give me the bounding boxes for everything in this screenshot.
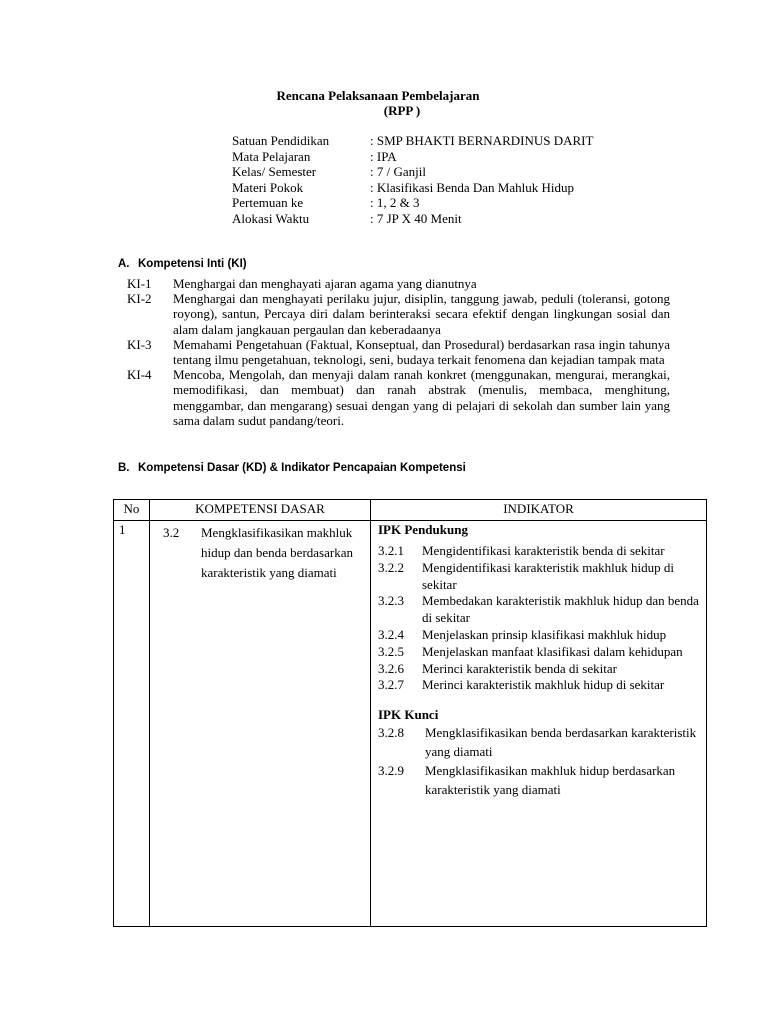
section-letter: B. <box>118 462 130 474</box>
info-label: Satuan Pendidikan <box>232 133 330 148</box>
identity-block <box>232 133 593 227</box>
ipk-pendukung-heading: IPK Pendukung <box>378 522 468 537</box>
document-title: Rencana Pelaksanaan Pembelajaran <box>276 88 480 103</box>
info-label: Alokasi Waktu <box>232 210 310 226</box>
ki-text: Memahami Pengetahuan (Faktual, Konseptual, dan Prosedural) berdasarkan rasa ingin tahunya tentang ilmu pengetahuan, teknologi, seni, budaya terkait fenomena dan kejadian tampak mata <box>173 336 670 368</box>
ki-code: KI-4 <box>127 367 152 383</box>
indicator-number: 3.2.7 <box>378 677 404 693</box>
info-label: Mata Pelajaran <box>232 148 311 164</box>
indicator-text: Menjelaskan manfaat klasifikasi dalam kehidupan <box>422 643 683 659</box>
ki-code: KI-1 <box>127 276 152 291</box>
table-header-row <box>114 500 707 521</box>
ki-item <box>127 337 670 367</box>
indicator-number: 3.2.6 <box>378 660 404 676</box>
ki-code: KI-2 <box>127 291 152 307</box>
indicator-item <box>378 761 702 799</box>
kd-number: 3.2 <box>163 525 180 540</box>
indicator-text: Mengklasifikasikan makhluk hidup berdasarkan karakteristik yang diamati <box>425 763 676 798</box>
info-label: Materi Pokok <box>232 179 304 195</box>
info-row <box>232 149 593 165</box>
kd-cell <box>150 521 371 927</box>
indicator-number: 3.2.1 <box>378 543 404 558</box>
ki-item <box>127 367 670 428</box>
table-row <box>114 521 707 927</box>
header-indikator: INDIKATOR <box>371 500 707 521</box>
document-subtitle: (RPP ) <box>383 103 421 118</box>
indicator-text: Merinci karakteristik benda di sekitar <box>422 660 617 676</box>
indicator-number: 3.2.8 <box>378 725 404 741</box>
section-title: Kompetensi Dasar (KD) & Indikator Pencapaian Kompetensi <box>138 462 466 474</box>
indicator-item <box>378 543 702 560</box>
indicator-text: Mengklasifikasikan benda berdasarkan karakteristik yang diamati <box>425 725 697 760</box>
info-row <box>232 164 593 180</box>
indicator-number: 3.2.5 <box>378 643 404 659</box>
ki-text: Menghargai dan menghayati ajaran agama yang dianutnya <box>173 276 477 291</box>
info-value: : IPA <box>370 148 397 164</box>
info-value: : 7 / Ganjil <box>370 164 426 180</box>
ki-list <box>127 276 670 428</box>
indicator-item <box>378 661 702 678</box>
indicator-text: Mengidentifikasi karakteristik benda di sekitar <box>422 543 665 558</box>
info-row <box>232 133 593 149</box>
kd-indicator-table <box>113 499 707 927</box>
indicator-number: 3.2.9 <box>378 763 404 779</box>
info-label: Kelas/ Semester <box>232 164 317 180</box>
indicator-cell <box>371 521 707 927</box>
indicator-item <box>378 627 702 644</box>
indicator-item <box>378 560 702 594</box>
ki-item <box>127 276 670 291</box>
info-row <box>232 211 593 227</box>
ki-text: Menghargai dan menghayati perilaku jujur, disiplin, tanggung jawab, peduli (toleransi, gotong royong), santun, Percaya diri dalam berinteraksi secara efektif dengan lingkungan sosial dan alam dalam jangkauan pergaulan dan keberadaanya <box>173 291 670 337</box>
row-number: 1 <box>114 521 150 927</box>
indicator-number: 3.2.2 <box>378 559 404 575</box>
section-b-heading <box>118 462 466 474</box>
indicator-text: Membedakan karakteristik makhluk hidup dan benda di sekitar <box>422 593 699 626</box>
info-value: : 1, 2 & 3 <box>370 195 420 211</box>
indicator-text: Merinci karakteristik makhluk hidup di sekitar <box>422 677 665 693</box>
indicator-item <box>378 723 702 761</box>
info-row <box>232 180 593 196</box>
info-value: : Klasifikasi Benda Dan Mahluk Hidup <box>370 179 574 195</box>
info-value: : 7 JP X 40 Menit <box>370 210 462 226</box>
indicator-item <box>378 593 702 627</box>
ipk-kunci-heading: IPK Kunci <box>378 707 439 723</box>
kd-text: Mengklasifikasikan makhluk hidup dan benda berdasarkan karakteristik yang diamati <box>201 525 353 580</box>
info-value: : SMP BHAKTI BERNARDINUS DARIT <box>370 133 594 148</box>
info-label: Pertemuan ke <box>232 195 304 211</box>
indicator-number: 3.2.4 <box>378 626 404 642</box>
header-kd: KOMPETENSI DASAR <box>150 500 371 521</box>
indicator-item <box>378 677 702 694</box>
section-a-heading <box>118 258 247 270</box>
section-letter: A. <box>118 258 130 270</box>
info-row <box>232 195 593 211</box>
ki-text: Mencoba, Mengolah, dan menyaji dalam ranah konkret (menggunakan, mengurai, merangkai, memodifikasi, dan membuat) dan ranah abstrak (menulis, membaca, menghitung, menggambar, dan mengarang) sesuai dengan yang di pelajari di sekolah dan sumber lain yang sama dalam sudut pandang/teori. <box>173 367 670 428</box>
indicator-item <box>378 644 702 661</box>
indicator-number: 3.2.3 <box>378 593 404 609</box>
ki-item <box>127 291 670 337</box>
section-title: Kompetensi Inti (KI) <box>138 258 247 270</box>
header-no: No <box>114 500 150 521</box>
indicator-text: Mengidentifikasi karakteristik makhluk hidup di sekitar <box>422 559 675 592</box>
indicator-text: Menjelaskan prinsip klasifikasi makhluk hidup <box>422 626 667 642</box>
ki-code: KI-3 <box>127 336 152 352</box>
